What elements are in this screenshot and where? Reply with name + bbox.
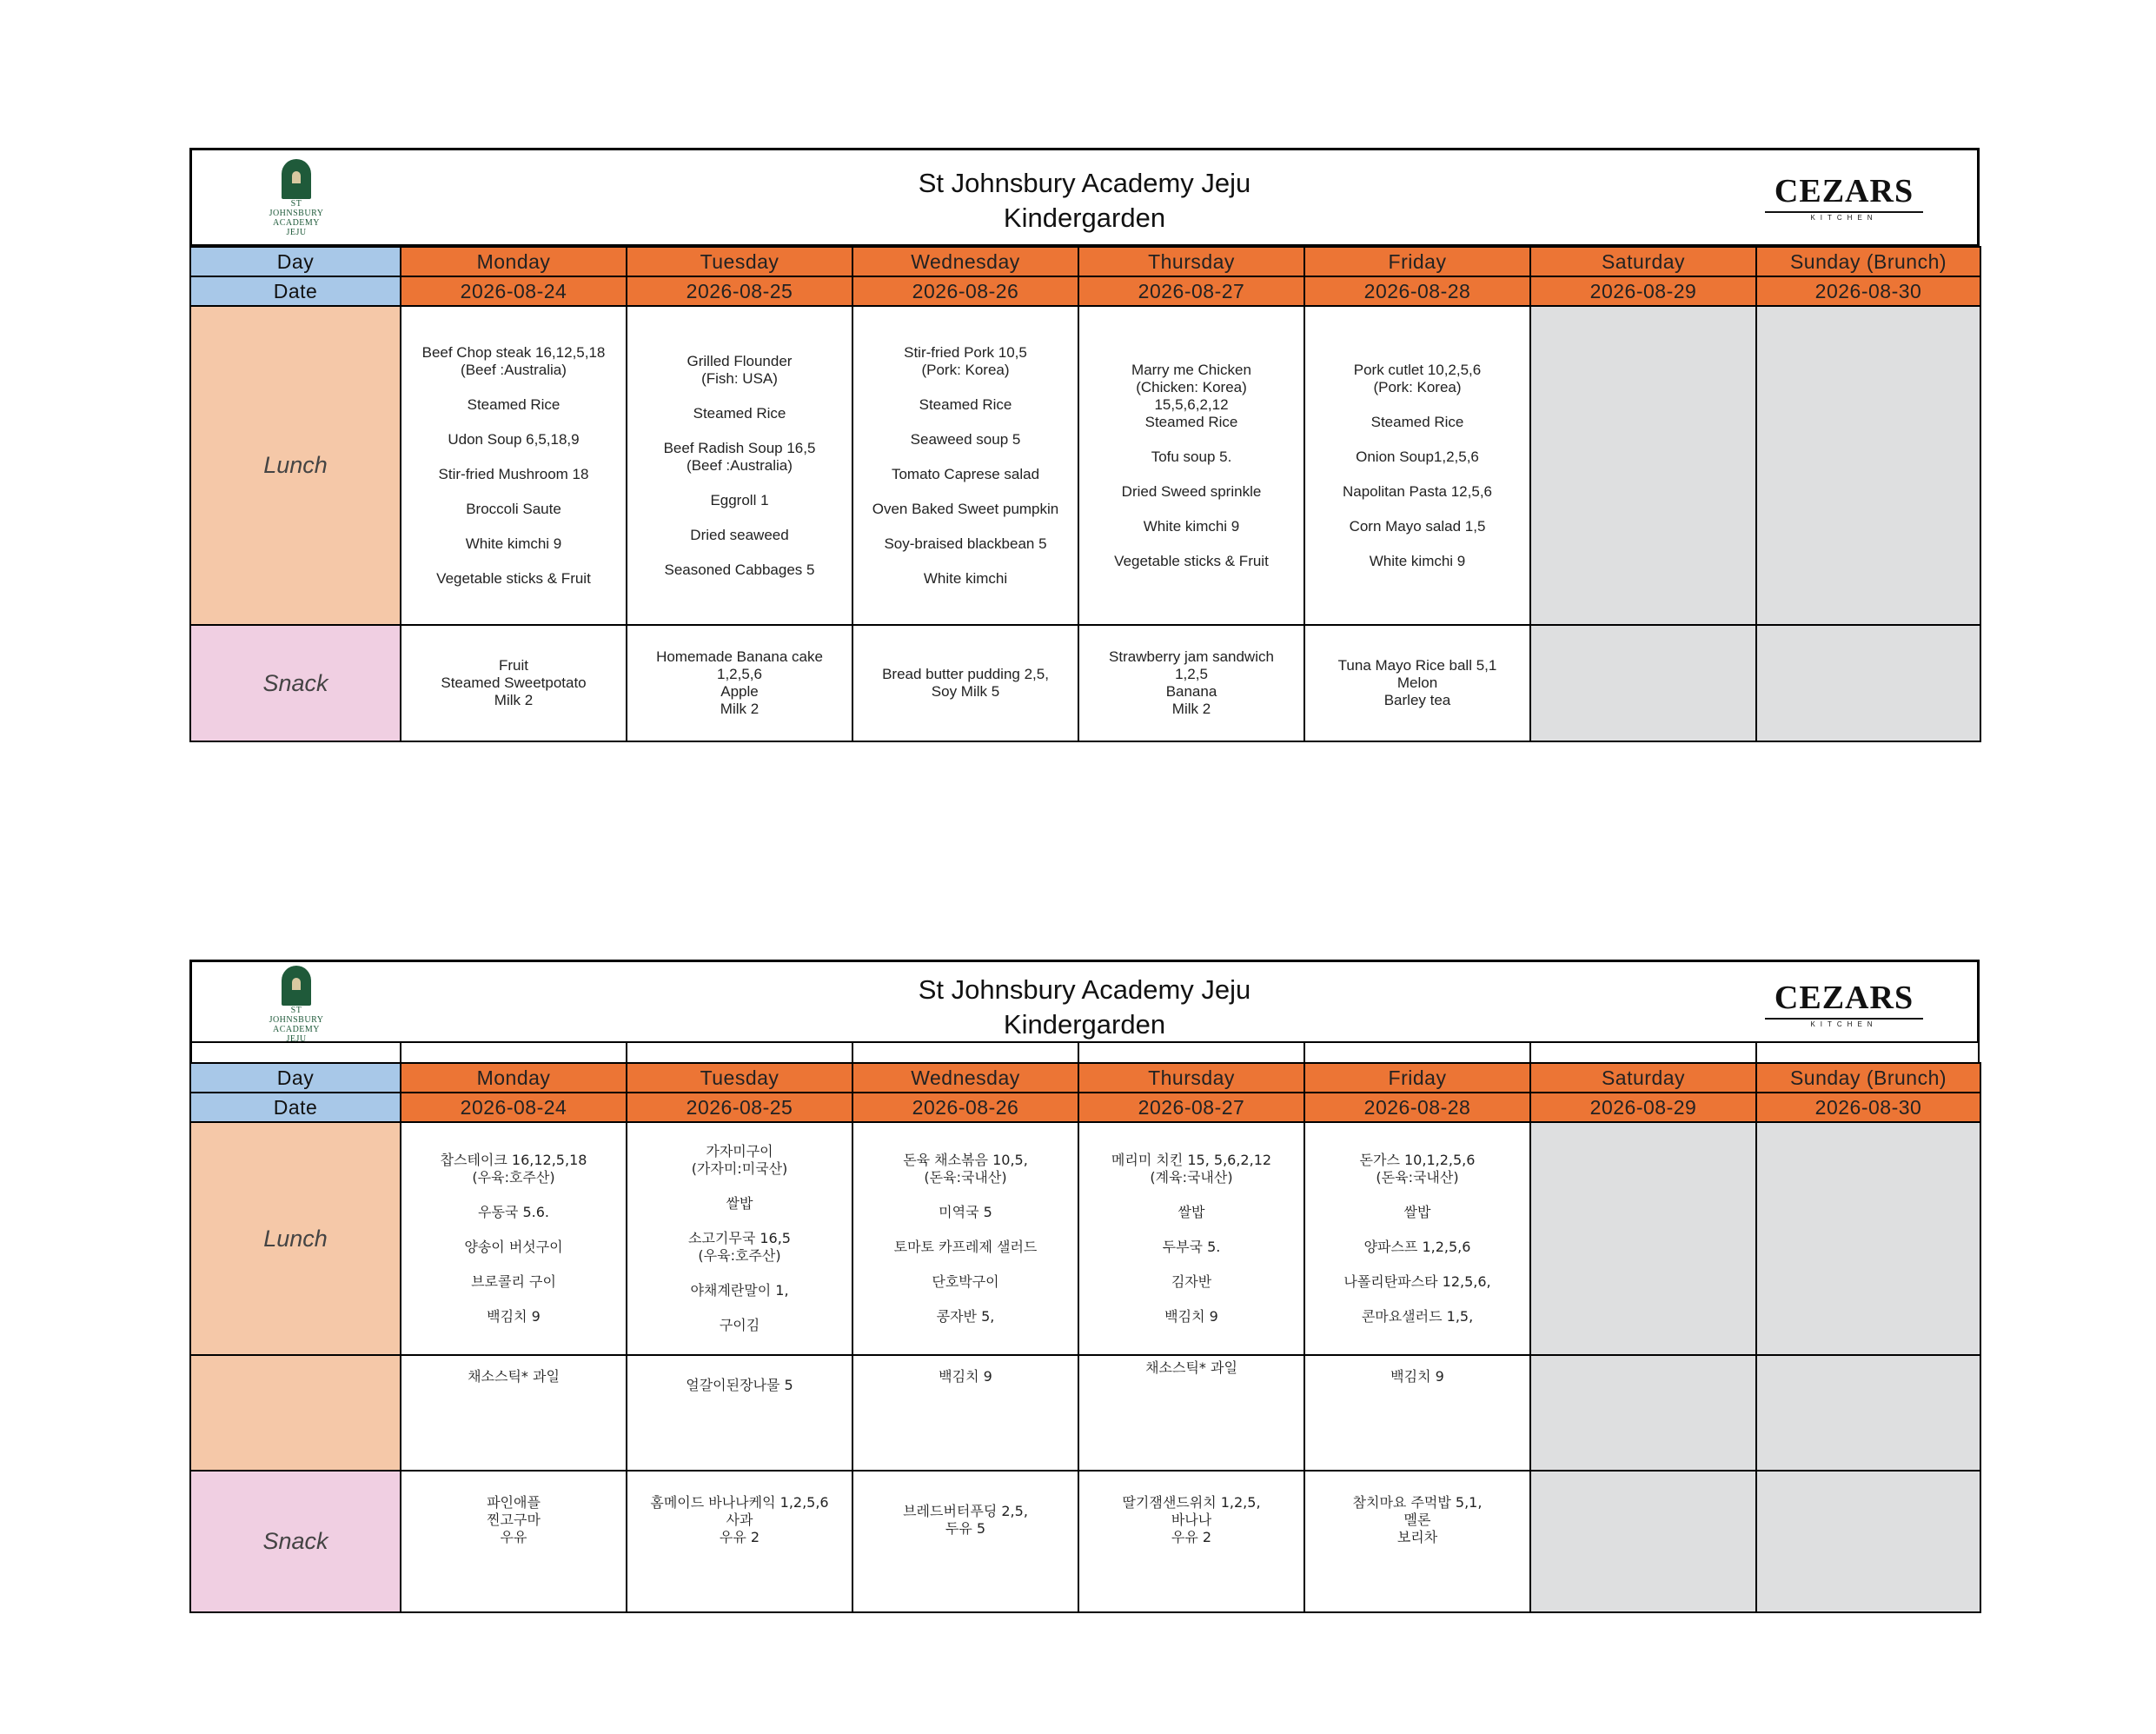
date-friday: 2026-08-28 [1304,276,1530,306]
menu-item: Grilled Flounder [687,352,793,369]
line-gap [853,1221,1078,1239]
menu-item: Tomato Caprese salad [891,465,1040,482]
menu-item: 토마토 카프레제 샐러드 [893,1239,1038,1255]
date-row-ko [190,1093,1980,1122]
line-gap [401,1221,626,1239]
menu-item: Milk 2 [720,701,760,717]
lunch-extra-thursday: 채소스틱* 과일 [1078,1355,1304,1471]
line-gap [1305,396,1529,414]
date-label: Date [190,276,401,306]
menu-item: Barley tea [1383,692,1451,708]
menu-item: 15,5,6,2,12 [1154,395,1229,413]
menu-item: 콩자반 5, [936,1308,995,1325]
menu-item: 브로콜리 구이 [471,1273,556,1290]
line-gap [853,448,1078,466]
line-gap [627,388,852,405]
day-label: Day [190,1063,401,1093]
snack-friday [1304,1471,1530,1612]
line-gap [853,1256,1078,1273]
snack-saturday [1530,625,1756,741]
menu-item: 사과 [726,1511,753,1528]
menu-item: Onion Soup1,2,5,6 [1356,448,1479,465]
line-gap [853,414,1078,431]
line-gap [1079,1291,1304,1308]
line-gap [1305,1291,1529,1308]
menu-item: 보리차 [1396,1529,1438,1545]
snack-label: Snack [190,625,401,741]
lunch-extra-friday: 백김치 9 [1304,1355,1530,1471]
menu-item: 두부국 5. [1162,1239,1221,1255]
cezars-logo: CEZARS KITCHEN [1765,175,1923,222]
menu-item: 소고기무국 16,5 [688,1230,791,1246]
lunch-extra-monday: 채소스틱* 과일 [401,1355,627,1471]
day-friday: Friday [1304,247,1530,276]
lunch-sunday [1756,1122,1980,1355]
line-gap [1079,535,1304,553]
menu-item: Steamed Rice [1370,413,1464,430]
menu-item: Marry me Chicken [1131,361,1251,378]
menu-item: White kimchi 9 [1143,517,1240,535]
lunch-friday [1304,1122,1530,1355]
menu-item: 우유 2 [719,1529,760,1545]
menu-item: Steamed Rice [919,395,1012,413]
line-gap [401,379,626,396]
menu-item: (가자미:미국산) [691,1160,788,1177]
menu-item: Fruit [499,657,528,674]
date-thursday: 2026-08-27 [1078,1093,1304,1122]
menu-item: 나폴리탄파스타 12,5,6, [1343,1273,1491,1290]
menu-item: 우동국 5.6. [478,1204,549,1220]
menu-item: Tofu soup 5. [1151,448,1232,465]
menu-item: (Pork: Korea) [1373,378,1462,395]
line-gap [1079,1186,1304,1204]
menu-item: 멜론 [1403,1511,1431,1528]
menu-header-ko [189,960,1980,1043]
menu-item: 구이김 [719,1317,760,1333]
line-gap [853,379,1078,396]
menu-item: 양송이 버섯구이 [464,1239,563,1255]
lunch-thursday [1078,1122,1304,1355]
menu-item: (Fish: USA) [701,369,778,387]
menu-item: Steamed Rice [467,395,561,413]
menu-item: 백김치 9 [487,1308,541,1325]
menu-item: 쌀밥 [1178,1204,1205,1220]
menu-item: Soy-braised blackbean 5 [884,535,1047,552]
lunch-saturday [1530,1122,1756,1355]
menu-item: (Chicken: Korea) [1136,378,1247,395]
title-class: Kindergarden [1003,1009,1166,1040]
menu-item: 메리미 치킨 15, 5,6,2,12 [1111,1152,1272,1168]
snack-saturday [1530,1471,1756,1612]
menu-item: Dried Sweed sprinkle [1121,482,1262,500]
menu-item: Broccoli Saute [466,500,561,517]
line-gap [1079,466,1304,483]
lunch-monday [401,1122,627,1355]
line-gap [401,553,626,570]
lunch-extra-tuesday: 얼갈이된장나물 5 [627,1355,852,1471]
date-label: Date [190,1093,401,1122]
lunch-label-continued [190,1355,401,1471]
date-row [190,276,1980,306]
menu-item: 홈메이드 바나나케익 1,2,5,6 [650,1494,829,1511]
day-sunday: Sunday (Brunch) [1756,247,1980,276]
menu-item: (Beef :Australia) [687,456,793,474]
menu-item: 파인애플 [487,1494,541,1511]
line-gap [1305,431,1529,448]
title-school: St Johnsbury Academy Jeju [918,974,1251,1005]
menu-item: Seasoned Cabbages 5 [664,561,815,578]
sja-logo-text: ST JOHNSBURY ACADEMY JEJU [269,199,324,237]
menu-item: Tuna Mayo Rice ball 5,1 [1337,657,1497,674]
day-label: Day [190,247,401,276]
day-monday: Monday [401,247,627,276]
line-gap [401,518,626,535]
date-tuesday: 2026-08-25 [627,276,852,306]
line-gap [627,1265,852,1282]
line-gap [627,1299,852,1317]
menu-item: 돈가스 10,1,2,5,6 [1359,1152,1476,1168]
line-gap [853,553,1078,570]
snack-label: Snack [190,1471,401,1612]
line-gap [1079,431,1304,448]
lunch-extra-row-ko [190,1355,1980,1471]
menu-item: 참치마요 주먹밥 5,1, [1352,1494,1483,1511]
menu-item: Stir-fried Pork 10,5 [904,343,1027,361]
menu-item: (돈육:국내산) [924,1169,1007,1186]
menu-title-ko [192,973,1977,1042]
line-gap [1305,535,1529,553]
line-gap [853,483,1078,501]
lunch-monday [401,306,627,625]
menu-item: 가자미구이 [706,1143,773,1159]
line-gap [627,422,852,440]
day-wednesday: Wednesday [852,1063,1078,1093]
menu-item: 1,2,5,6 [717,666,762,682]
line-gap [627,1212,852,1230]
menu-item: Soy Milk 5 [931,683,1000,700]
title-school: St Johnsbury Academy Jeju [918,168,1251,198]
line-gap [627,475,852,492]
lunch-friday [1304,306,1530,625]
line-gap [401,1256,626,1273]
snack-monday [401,625,627,741]
menu-item: Apple [720,683,759,700]
menu-item: Napolitan Pasta 12,5,6 [1342,482,1492,500]
spacer-row [189,1043,1980,1062]
line-gap [627,509,852,527]
menu-header [189,148,1980,246]
menu-item: 돈육 채소볶음 10,5, [903,1152,1028,1168]
day-tuesday: Tuesday [627,1063,852,1093]
menu-item: 바나나 [1171,1511,1212,1528]
line-gap [401,414,626,431]
menu-korean [189,960,1980,1613]
day-tuesday: Tuesday [627,247,852,276]
lunch-extra-sunday [1756,1355,1980,1471]
menu-item: Steamed Rice [693,404,786,422]
snack-thursday [1078,1471,1304,1612]
cezars-logo-ko: CEZARS KITCHEN [1765,981,1923,1028]
menu-item: Strawberry jam sandwich [1109,648,1274,665]
menu-item: 찹스테이크 16,12,5,18 [440,1152,587,1168]
menu-item: Beef Chop steak 16,12,5,18 [421,343,606,361]
line-gap [627,1178,852,1195]
line-gap [627,544,852,561]
line-gap [401,1291,626,1308]
lunch-wednesday [852,1122,1078,1355]
date-friday: 2026-08-28 [1304,1093,1530,1122]
menu-item: 콘마요샐러드 1,5, [1361,1308,1474,1325]
date-thursday: 2026-08-27 [1078,276,1304,306]
date-wednesday: 2026-08-26 [852,276,1078,306]
snack-friday [1304,625,1530,741]
snack-wednesday [852,1471,1078,1612]
menu-item: 브레드버터푸딩 2,5, [903,1503,1028,1519]
lunch-label: Lunch [190,1122,401,1355]
line-gap [1079,1221,1304,1239]
line-gap [853,1291,1078,1308]
day-monday: Monday [401,1063,627,1093]
menu-item: 양파스프 1,2,5,6 [1363,1239,1471,1255]
lunch-row [190,306,1980,625]
day-wednesday: Wednesday [852,247,1078,276]
menu-item: 두유 5 [945,1520,986,1537]
menu-item: Steamed Rice [1144,413,1238,430]
snack-row [190,625,1980,741]
day-saturday: Saturday [1530,1063,1756,1093]
menu-item: 쌀밥 [726,1195,753,1212]
day-row [190,247,1980,276]
menu-item: 쌀밥 [1403,1204,1431,1220]
menu-item: (계육:국내산) [1150,1169,1233,1186]
line-gap [401,448,626,466]
snack-sunday [1756,625,1980,741]
line-gap [1079,501,1304,518]
day-thursday: Thursday [1078,247,1304,276]
menu-english [189,148,1980,742]
lunch-extra-wednesday: 백김치 9 [852,1355,1078,1471]
snack-sunday [1756,1471,1980,1612]
date-saturday: 2026-08-29 [1530,1093,1756,1122]
snack-tuesday [627,1471,852,1612]
snack-monday [401,1471,627,1612]
lunch-tuesday [627,1122,852,1355]
lunch-tuesday [627,306,852,625]
snack-tuesday [627,625,852,741]
menu-item: Bread butter pudding 2,5, [882,666,1049,682]
menu-item: Homemade Banana cake [656,648,823,665]
line-gap [1305,1256,1529,1273]
menu-item: Beef Radish Soup 16,5 [663,439,816,456]
line-gap [1305,1186,1529,1204]
menu-item: Pork cutlet 10,2,5,6 [1353,361,1482,378]
line-gap [853,1186,1078,1204]
menu-item: 야채계란말이 1, [690,1282,789,1299]
menu-table-ko [189,1062,1981,1613]
menu-item: White kimchi 9 [1369,552,1466,569]
menu-item: 1,2,5 [1175,666,1208,682]
line-gap [401,483,626,501]
menu-item: Vegetable sticks & Fruit [436,569,591,587]
menu-title [192,166,1977,236]
line-gap [1305,466,1529,483]
lunch-row-ko [190,1122,1980,1355]
menu-item: 단호박구이 [932,1273,999,1290]
date-sunday: 2026-08-30 [1756,1093,1980,1122]
menu-item: Banana [1165,683,1217,700]
menu-item: Udon Soup 6,5,18,9 [448,430,580,448]
line-gap [1079,1256,1304,1273]
snack-wednesday [852,625,1078,741]
menu-item: Oven Baked Sweet pumpkin [872,500,1059,517]
line-gap [401,1186,626,1204]
lunch-saturday [1530,306,1756,625]
day-row-ko [190,1063,1980,1093]
date-sunday: 2026-08-30 [1756,276,1980,306]
date-wednesday: 2026-08-26 [852,1093,1078,1122]
sja-logo-text: ST JOHNSBURY ACADEMY JEJU [269,1006,324,1044]
title-class: Kindergarden [1003,203,1166,233]
lunch-wednesday [852,306,1078,625]
lunch-extra-saturday [1530,1355,1756,1471]
menu-item: White kimchi 9 [465,535,562,552]
menu-item: Milk 2 [1171,701,1211,717]
menu-item: 김자반 [1171,1273,1212,1290]
menu-item: (Pork: Korea) [921,361,1010,378]
menu-item: (우육:호주산) [472,1169,555,1186]
line-gap [1305,501,1529,518]
menu-item: 백김치 9 [1164,1308,1218,1325]
lunch-thursday [1078,306,1304,625]
day-saturday: Saturday [1530,247,1756,276]
menu-item: 우유 [500,1529,527,1545]
menu-item: White kimchi [923,569,1008,587]
snack-row-ko [190,1471,1980,1612]
menu-item: Vegetable sticks & Fruit [1114,552,1269,569]
lunch-sunday [1756,306,1980,625]
day-friday: Friday [1304,1063,1530,1093]
date-monday: 2026-08-24 [401,1093,627,1122]
lunch-label: Lunch [190,306,401,625]
menu-item: (우육:호주산) [698,1247,781,1264]
menu-item: (돈육:국내산) [1376,1169,1459,1186]
menu-item: Melon [1396,674,1438,691]
line-gap [1305,1221,1529,1239]
date-tuesday: 2026-08-25 [627,1093,852,1122]
menu-item: Corn Mayo salad 1,5 [1349,517,1486,535]
menu-item: (Beef :Australia) [461,361,567,378]
menu-item: 미역국 5 [939,1204,992,1220]
menu-item: Seaweed soup 5 [910,430,1021,448]
snack-thursday [1078,625,1304,741]
date-monday: 2026-08-24 [401,276,627,306]
menu-item: Dried seaweed [690,526,789,543]
menu-item: Steamed Sweetpotato [441,674,587,691]
menu-item: Milk 2 [494,692,534,708]
line-gap [853,518,1078,535]
menu-item: 딸기잼샌드위치 1,2,5, [1122,1494,1261,1511]
menu-item: Eggroll 1 [710,491,769,508]
day-thursday: Thursday [1078,1063,1304,1093]
day-sunday: Sunday (Brunch) [1756,1063,1980,1093]
menu-item: 우유 2 [1171,1529,1212,1545]
menu-item: Stir-fried Mushroom 18 [438,465,589,482]
date-saturday: 2026-08-29 [1530,276,1756,306]
menu-table [189,246,1981,742]
menu-item: 찐고구마 [487,1511,541,1528]
